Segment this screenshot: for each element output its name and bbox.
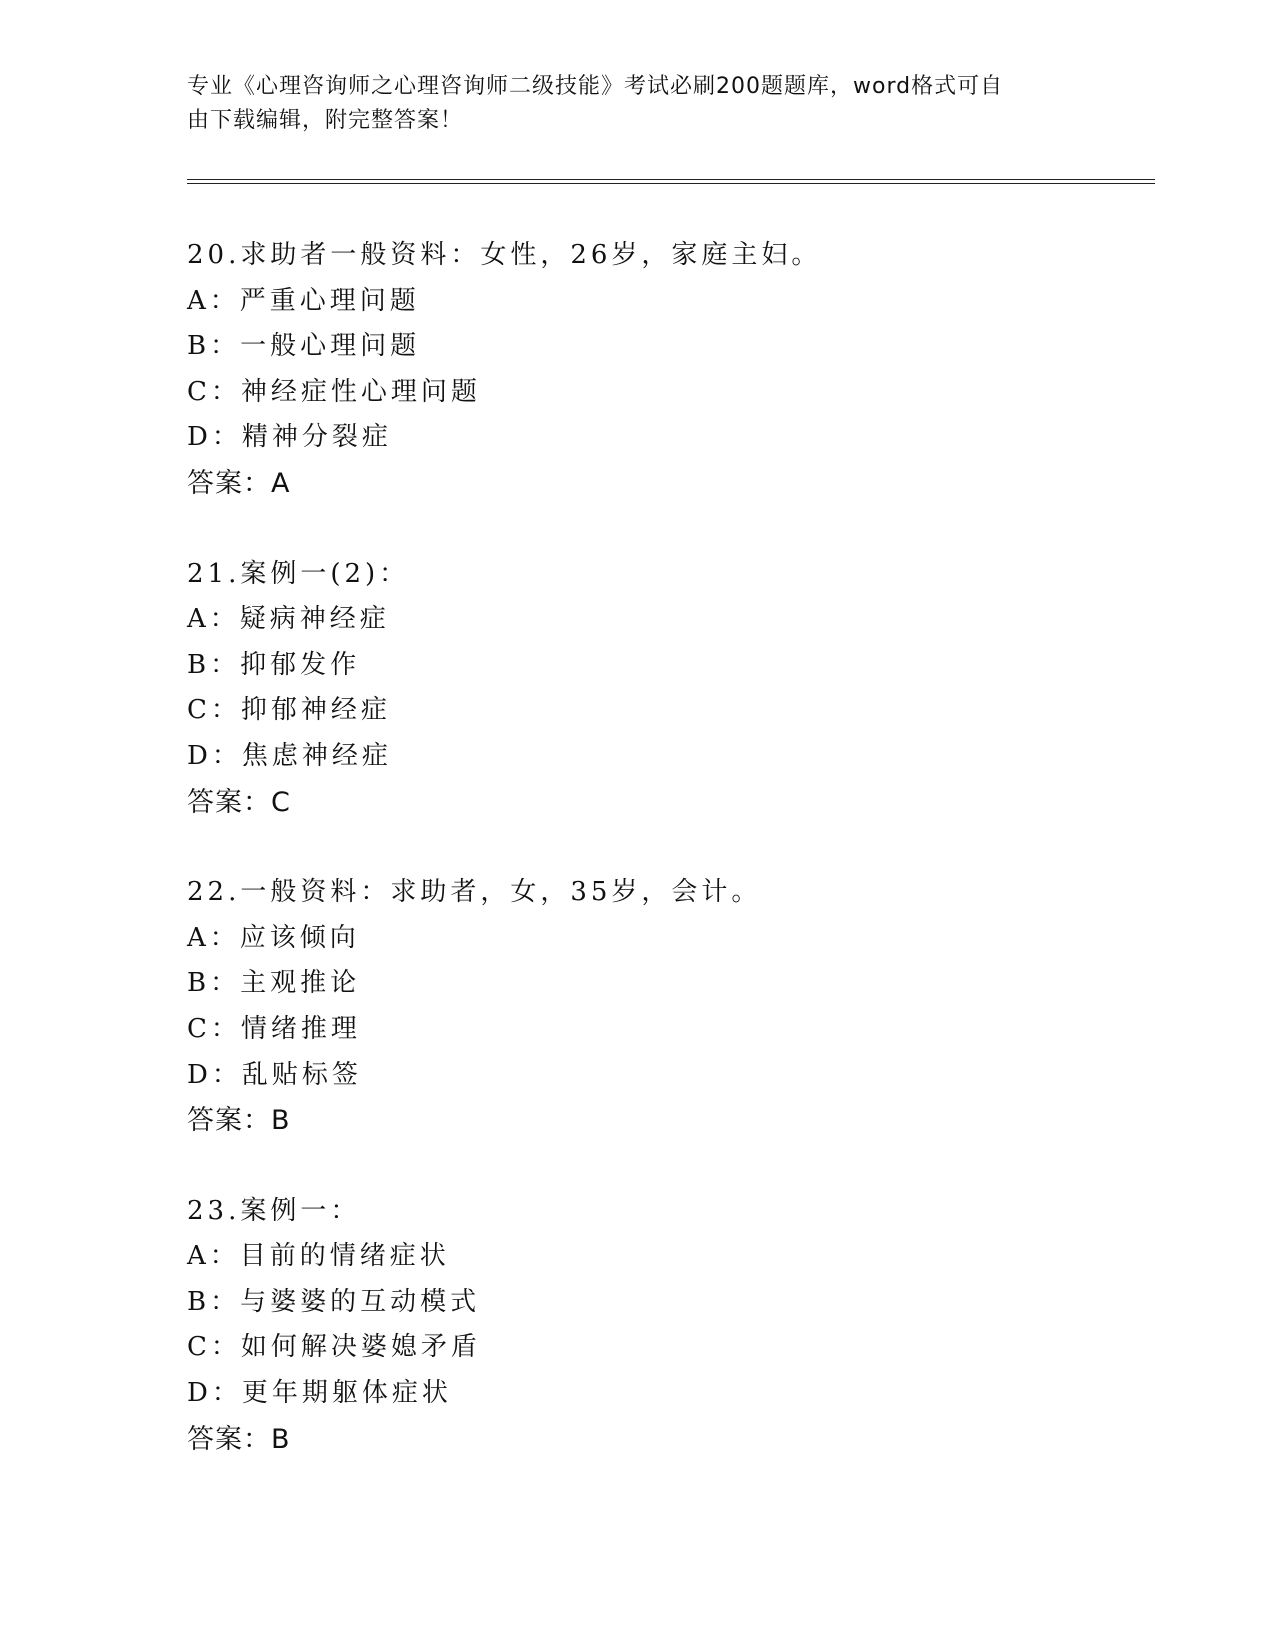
option-a: A：目前的情绪症状	[187, 1241, 450, 1272]
answer-line: 答案：B	[187, 1105, 291, 1137]
option-b: B：与婆婆的互动模式	[187, 1286, 481, 1317]
option-c: C：如何解决婆媳矛盾	[187, 1332, 481, 1363]
answer-line: 答案：C	[187, 786, 291, 818]
question-23	[187, 1189, 1147, 1463]
answer-line: 答案：A	[187, 467, 291, 499]
header-divider-bottom	[187, 183, 1155, 184]
answer-line: 答案：B	[187, 1423, 291, 1455]
option-b: B：抑郁发作	[187, 649, 361, 680]
option-d: D：乱贴标签	[187, 1059, 362, 1090]
option-d: D：精神分裂症	[187, 422, 392, 453]
question-20	[187, 233, 1147, 507]
question-stem: 21.案例一(2)：	[187, 558, 410, 589]
option-a: A：应该倾向	[187, 922, 360, 953]
question-21	[187, 552, 1147, 826]
question-stem: 22.一般资料：求助者，女，35岁，会计。	[187, 877, 762, 908]
option-a: A：严重心理问题	[187, 285, 420, 316]
header-divider-top	[187, 179, 1155, 180]
question-stem: 20.求助者一般资料：女性，26岁，家庭主妇。	[187, 240, 822, 270]
option-a: A：疑病神经症	[187, 604, 390, 635]
option-b: B：主观推论	[187, 968, 361, 999]
option-c: C：情绪推理	[187, 1013, 361, 1044]
option-d: D：焦虑神经症	[187, 740, 392, 771]
option-c: C：抑郁神经症	[187, 695, 391, 726]
question-22	[187, 870, 1147, 1144]
document-header	[187, 70, 1087, 138]
header-line-1: 专业《心理咨询师之心理咨询师二级技能》考试必刷200题题库，word格式可自	[187, 74, 1004, 99]
option-b: B：一般心理问题	[187, 331, 421, 362]
option-c: C：神经症性心理问题	[187, 376, 481, 407]
question-list	[187, 233, 1147, 1507]
header-line-2: 由下载编辑，附完整答案！	[187, 108, 464, 133]
option-d: D：更年期躯体症状	[187, 1378, 452, 1409]
question-stem: 23.案例一：	[187, 1195, 361, 1226]
